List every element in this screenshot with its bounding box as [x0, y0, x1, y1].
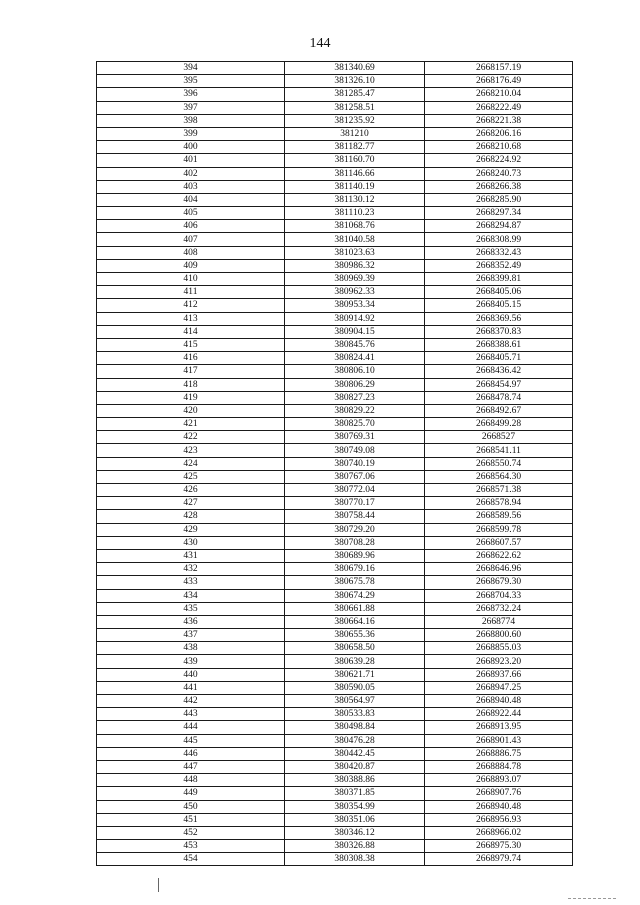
table-row	[97, 312, 573, 325]
point-number-cell: 435	[97, 602, 285, 615]
x-coordinate-cell: 381160.70	[285, 154, 425, 167]
point-number-cell: 438	[97, 642, 285, 655]
x-coordinate-cell: 380845.76	[285, 338, 425, 351]
x-coordinate-cell: 380758.44	[285, 510, 425, 523]
table-row	[97, 615, 573, 628]
x-coordinate-cell: 380354.99	[285, 800, 425, 813]
y-coordinate-cell: 2668527	[425, 431, 573, 444]
point-number-cell: 447	[97, 760, 285, 773]
table-row	[97, 207, 573, 220]
table-row	[97, 457, 573, 470]
x-coordinate-cell: 381210	[285, 127, 425, 140]
y-coordinate-cell: 2668800.60	[425, 629, 573, 642]
y-coordinate-cell: 2668913.95	[425, 721, 573, 734]
x-coordinate-cell: 380914.92	[285, 312, 425, 325]
x-coordinate-cell: 381258.51	[285, 101, 425, 114]
y-coordinate-cell: 2668940.48	[425, 800, 573, 813]
table-row	[97, 840, 573, 853]
y-coordinate-cell: 2668646.96	[425, 563, 573, 576]
table-row	[97, 563, 573, 576]
point-number-cell: 449	[97, 787, 285, 800]
table-row	[97, 62, 573, 75]
y-coordinate-cell: 2668966.02	[425, 826, 573, 839]
point-number-cell: 418	[97, 378, 285, 391]
point-number-cell: 417	[97, 365, 285, 378]
table-row	[97, 510, 573, 523]
x-coordinate-cell: 381285.47	[285, 88, 425, 101]
coordinate-table	[96, 61, 573, 866]
x-coordinate-cell: 381182.77	[285, 141, 425, 154]
table-row	[97, 589, 573, 602]
point-number-cell: 409	[97, 259, 285, 272]
y-coordinate-cell: 2668907.76	[425, 787, 573, 800]
table-row	[97, 747, 573, 760]
coordinate-table-body	[97, 62, 573, 866]
table-row	[97, 273, 573, 286]
table-row	[97, 391, 573, 404]
table-row	[97, 484, 573, 497]
point-number-cell: 395	[97, 75, 285, 88]
point-number-cell: 396	[97, 88, 285, 101]
table-row	[97, 378, 573, 391]
x-coordinate-cell: 380564.97	[285, 695, 425, 708]
point-number-cell: 397	[97, 101, 285, 114]
x-coordinate-cell: 381146.66	[285, 167, 425, 180]
x-coordinate-cell: 380308.38	[285, 853, 425, 866]
y-coordinate-cell: 2668210.68	[425, 141, 573, 154]
y-coordinate-cell: 2668923.20	[425, 655, 573, 668]
table-row	[97, 642, 573, 655]
x-coordinate-cell: 381040.58	[285, 233, 425, 246]
x-coordinate-cell: 381235.92	[285, 114, 425, 127]
y-coordinate-cell: 2668332.43	[425, 246, 573, 259]
point-number-cell: 423	[97, 444, 285, 457]
y-coordinate-cell: 2668893.07	[425, 774, 573, 787]
table-row	[97, 549, 573, 562]
table-row	[97, 246, 573, 259]
point-number-cell: 434	[97, 589, 285, 602]
x-coordinate-cell: 380326.88	[285, 840, 425, 853]
y-coordinate-cell: 2668901.43	[425, 734, 573, 747]
point-number-cell: 401	[97, 154, 285, 167]
point-number-cell: 428	[97, 510, 285, 523]
table-row	[97, 101, 573, 114]
point-number-cell: 422	[97, 431, 285, 444]
x-coordinate-cell: 380729.20	[285, 523, 425, 536]
y-coordinate-cell: 2668399.81	[425, 273, 573, 286]
x-coordinate-cell: 380689.96	[285, 549, 425, 562]
table-row	[97, 813, 573, 826]
table-row	[97, 655, 573, 668]
point-number-cell: 412	[97, 299, 285, 312]
x-coordinate-cell: 380476.28	[285, 734, 425, 747]
y-coordinate-cell: 2668922.44	[425, 708, 573, 721]
table-row	[97, 167, 573, 180]
table-row	[97, 444, 573, 457]
table-row	[97, 734, 573, 747]
y-coordinate-cell: 2668947.25	[425, 681, 573, 694]
point-number-cell: 440	[97, 668, 285, 681]
y-coordinate-cell: 2668369.56	[425, 312, 573, 325]
table-row	[97, 787, 573, 800]
x-coordinate-cell: 380986.32	[285, 259, 425, 272]
table-row	[97, 299, 573, 312]
point-number-cell: 413	[97, 312, 285, 325]
y-coordinate-cell: 2668704.33	[425, 589, 573, 602]
point-number-cell: 408	[97, 246, 285, 259]
x-coordinate-cell: 380953.34	[285, 299, 425, 312]
point-number-cell: 410	[97, 273, 285, 286]
y-coordinate-cell: 2668732.24	[425, 602, 573, 615]
point-number-cell: 403	[97, 180, 285, 193]
x-coordinate-cell: 380346.12	[285, 826, 425, 839]
point-number-cell: 454	[97, 853, 285, 866]
point-number-cell: 399	[97, 127, 285, 140]
table-row	[97, 75, 573, 88]
point-number-cell: 424	[97, 457, 285, 470]
scan-edge-mark	[568, 898, 616, 900]
table-row	[97, 760, 573, 773]
point-number-cell: 420	[97, 404, 285, 417]
x-coordinate-cell: 380749.08	[285, 444, 425, 457]
x-coordinate-cell: 380351.06	[285, 813, 425, 826]
x-coordinate-cell: 380904.15	[285, 325, 425, 338]
table-row	[97, 338, 573, 351]
table-row	[97, 774, 573, 787]
table-row	[97, 497, 573, 510]
table-row	[97, 404, 573, 417]
y-coordinate-cell: 2668436.42	[425, 365, 573, 378]
y-coordinate-cell: 2668266.38	[425, 180, 573, 193]
point-number-cell: 425	[97, 470, 285, 483]
point-number-cell: 431	[97, 549, 285, 562]
table-row	[97, 365, 573, 378]
point-number-cell: 419	[97, 391, 285, 404]
table-row	[97, 220, 573, 233]
x-coordinate-cell: 380770.17	[285, 497, 425, 510]
x-coordinate-cell: 380806.29	[285, 378, 425, 391]
point-number-cell: 432	[97, 563, 285, 576]
table-row	[97, 193, 573, 206]
x-coordinate-cell: 381340.69	[285, 62, 425, 75]
x-coordinate-cell: 380658.50	[285, 642, 425, 655]
point-number-cell: 448	[97, 774, 285, 787]
y-coordinate-cell: 2668886.75	[425, 747, 573, 760]
y-coordinate-cell: 2668499.28	[425, 418, 573, 431]
y-coordinate-cell: 2668541.11	[425, 444, 573, 457]
x-coordinate-cell: 380740.19	[285, 457, 425, 470]
y-coordinate-cell: 2668224.92	[425, 154, 573, 167]
table-row	[97, 470, 573, 483]
table-row	[97, 259, 573, 272]
y-coordinate-cell: 2668405.71	[425, 352, 573, 365]
x-coordinate-cell: 380679.16	[285, 563, 425, 576]
table-row	[97, 233, 573, 246]
table-row	[97, 114, 573, 127]
point-number-cell: 404	[97, 193, 285, 206]
x-coordinate-cell: 380825.70	[285, 418, 425, 431]
y-coordinate-cell: 2668937.66	[425, 668, 573, 681]
table-row	[97, 536, 573, 549]
table-row	[97, 154, 573, 167]
y-coordinate-cell: 2668294.87	[425, 220, 573, 233]
y-coordinate-cell: 2668679.30	[425, 576, 573, 589]
table-row	[97, 721, 573, 734]
x-coordinate-cell: 380661.88	[285, 602, 425, 615]
point-number-cell: 453	[97, 840, 285, 853]
point-number-cell: 439	[97, 655, 285, 668]
table-row	[97, 695, 573, 708]
point-number-cell: 429	[97, 523, 285, 536]
table-row	[97, 853, 573, 866]
x-coordinate-cell: 380590.05	[285, 681, 425, 694]
point-number-cell: 406	[97, 220, 285, 233]
y-coordinate-cell: 2668388.61	[425, 338, 573, 351]
y-coordinate-cell: 2668405.15	[425, 299, 573, 312]
x-coordinate-cell: 380806.10	[285, 365, 425, 378]
y-coordinate-cell: 2668176.49	[425, 75, 573, 88]
point-number-cell: 446	[97, 747, 285, 760]
point-number-cell: 415	[97, 338, 285, 351]
point-number-cell: 450	[97, 800, 285, 813]
y-coordinate-cell: 2668855.03	[425, 642, 573, 655]
point-number-cell: 421	[97, 418, 285, 431]
table-row	[97, 681, 573, 694]
x-coordinate-cell: 380962.33	[285, 286, 425, 299]
point-number-cell: 430	[97, 536, 285, 549]
point-number-cell: 433	[97, 576, 285, 589]
x-coordinate-cell: 381130.12	[285, 193, 425, 206]
y-coordinate-cell: 2668240.73	[425, 167, 573, 180]
table-row	[97, 286, 573, 299]
x-coordinate-cell: 381140.19	[285, 180, 425, 193]
x-coordinate-cell: 380442.45	[285, 747, 425, 760]
y-coordinate-cell: 2668308.99	[425, 233, 573, 246]
table-row	[97, 325, 573, 338]
y-coordinate-cell: 2668607.57	[425, 536, 573, 549]
table-row	[97, 602, 573, 615]
margin-mark	[158, 878, 159, 892]
y-coordinate-cell: 2668975.30	[425, 840, 573, 853]
point-number-cell: 405	[97, 207, 285, 220]
point-number-cell: 452	[97, 826, 285, 839]
y-coordinate-cell: 2668157.19	[425, 62, 573, 75]
point-number-cell: 436	[97, 615, 285, 628]
point-number-cell: 414	[97, 325, 285, 338]
table-row	[97, 629, 573, 642]
table-row	[97, 576, 573, 589]
y-coordinate-cell: 2668940.48	[425, 695, 573, 708]
point-number-cell: 427	[97, 497, 285, 510]
point-number-cell: 407	[97, 233, 285, 246]
point-number-cell: 411	[97, 286, 285, 299]
y-coordinate-cell: 2668622.62	[425, 549, 573, 562]
y-coordinate-cell: 2668370.83	[425, 325, 573, 338]
point-number-cell: 394	[97, 62, 285, 75]
x-coordinate-cell: 380420.87	[285, 760, 425, 773]
point-number-cell: 416	[97, 352, 285, 365]
x-coordinate-cell: 380769.31	[285, 431, 425, 444]
x-coordinate-cell: 380674.29	[285, 589, 425, 602]
x-coordinate-cell: 380829.22	[285, 404, 425, 417]
y-coordinate-cell: 2668589.56	[425, 510, 573, 523]
table-row	[97, 127, 573, 140]
x-coordinate-cell: 380621.71	[285, 668, 425, 681]
x-coordinate-cell: 381023.63	[285, 246, 425, 259]
y-coordinate-cell: 2668478.74	[425, 391, 573, 404]
table-row	[97, 800, 573, 813]
x-coordinate-cell: 381068.76	[285, 220, 425, 233]
table-row	[97, 180, 573, 193]
y-coordinate-cell: 2668222.49	[425, 101, 573, 114]
point-number-cell: 402	[97, 167, 285, 180]
point-number-cell: 426	[97, 484, 285, 497]
table-row	[97, 88, 573, 101]
y-coordinate-cell: 2668206.16	[425, 127, 573, 140]
x-coordinate-cell: 381110.23	[285, 207, 425, 220]
x-coordinate-cell: 380664.16	[285, 615, 425, 628]
y-coordinate-cell: 2668564.30	[425, 470, 573, 483]
x-coordinate-cell: 380371.85	[285, 787, 425, 800]
x-coordinate-cell: 380767.06	[285, 470, 425, 483]
x-coordinate-cell: 380639.28	[285, 655, 425, 668]
table-row	[97, 826, 573, 839]
table-row	[97, 352, 573, 365]
y-coordinate-cell: 2668578.94	[425, 497, 573, 510]
x-coordinate-cell: 380708.28	[285, 536, 425, 549]
y-coordinate-cell: 2668571.38	[425, 484, 573, 497]
point-number-cell: 443	[97, 708, 285, 721]
point-number-cell: 442	[97, 695, 285, 708]
x-coordinate-cell: 380498.84	[285, 721, 425, 734]
y-coordinate-cell: 2668492.67	[425, 404, 573, 417]
x-coordinate-cell: 381326.10	[285, 75, 425, 88]
y-coordinate-cell: 2668550.74	[425, 457, 573, 470]
x-coordinate-cell: 380388.86	[285, 774, 425, 787]
y-coordinate-cell: 2668297.34	[425, 207, 573, 220]
x-coordinate-cell: 380772.04	[285, 484, 425, 497]
y-coordinate-cell: 2668599.78	[425, 523, 573, 536]
table-row	[97, 418, 573, 431]
table-row	[97, 668, 573, 681]
table-row	[97, 523, 573, 536]
x-coordinate-cell: 380824.41	[285, 352, 425, 365]
point-number-cell: 451	[97, 813, 285, 826]
y-coordinate-cell: 2668884.78	[425, 760, 573, 773]
x-coordinate-cell: 380655.36	[285, 629, 425, 642]
y-coordinate-cell: 2668956.93	[425, 813, 573, 826]
y-coordinate-cell: 2668979.74	[425, 853, 573, 866]
x-coordinate-cell: 380675.78	[285, 576, 425, 589]
table-row	[97, 141, 573, 154]
point-number-cell: 445	[97, 734, 285, 747]
table-row	[97, 431, 573, 444]
point-number-cell: 444	[97, 721, 285, 734]
x-coordinate-cell: 380827.23	[285, 391, 425, 404]
point-number-cell: 400	[97, 141, 285, 154]
point-number-cell: 398	[97, 114, 285, 127]
x-coordinate-cell: 380533.83	[285, 708, 425, 721]
y-coordinate-cell: 2668774	[425, 615, 573, 628]
y-coordinate-cell: 2668285.90	[425, 193, 573, 206]
point-number-cell: 437	[97, 629, 285, 642]
x-coordinate-cell: 380969.39	[285, 273, 425, 286]
table-row	[97, 708, 573, 721]
y-coordinate-cell: 2668405.06	[425, 286, 573, 299]
y-coordinate-cell: 2668454.97	[425, 378, 573, 391]
point-number-cell: 441	[97, 681, 285, 694]
y-coordinate-cell: 2668221.38	[425, 114, 573, 127]
page-number: 144	[309, 36, 331, 51]
y-coordinate-cell: 2668352.49	[425, 259, 573, 272]
y-coordinate-cell: 2668210.04	[425, 88, 573, 101]
